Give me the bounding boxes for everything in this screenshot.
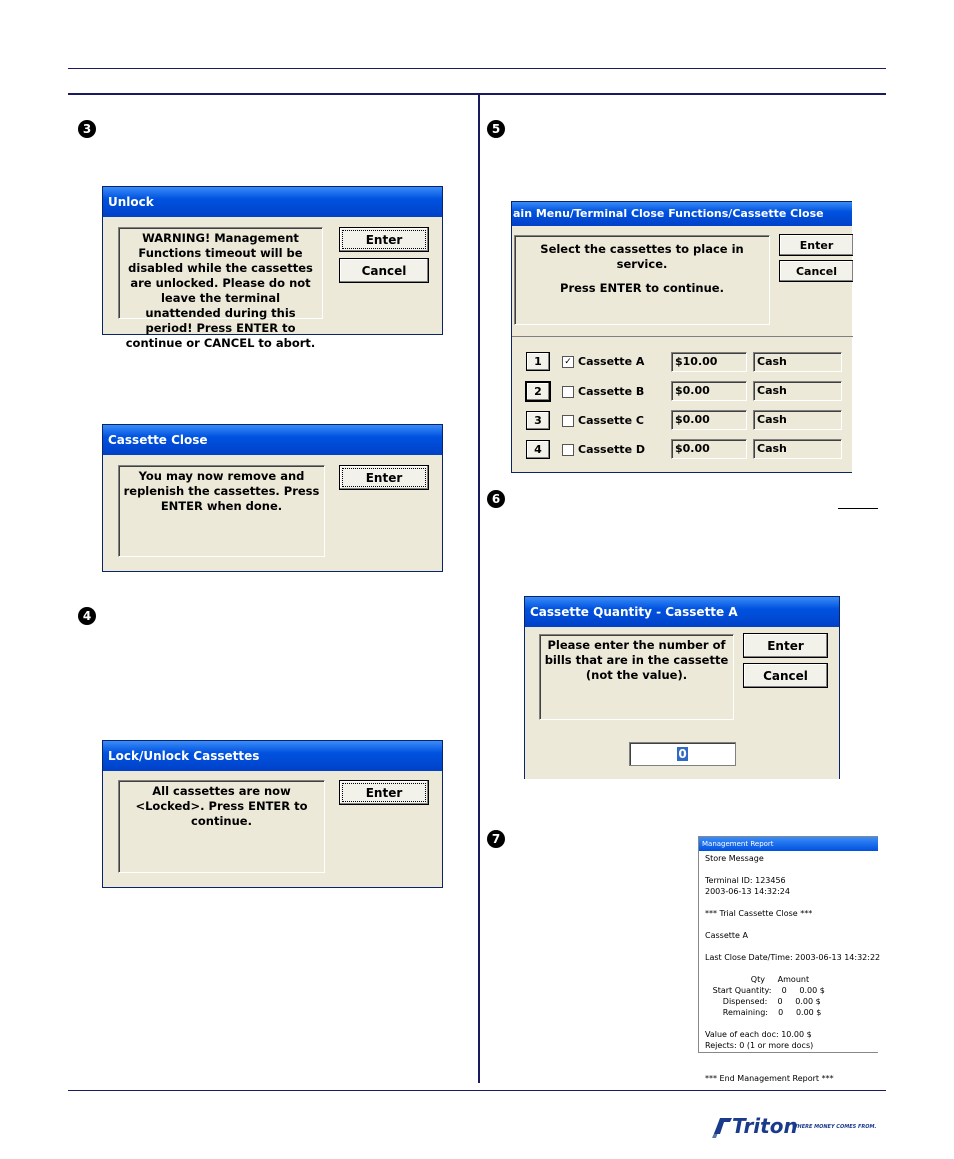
triton-logo-brand: Triton xyxy=(732,1114,798,1138)
report-line xyxy=(705,1062,872,1073)
cassette-c-amount: $0.00 xyxy=(671,410,747,430)
management-report-window xyxy=(698,836,881,1083)
report-line: *** Trial Cassette Close *** xyxy=(705,909,813,918)
report-line: 2003-06-13 14:32:24 xyxy=(705,887,790,896)
cassette-a-amount: $10.00 xyxy=(671,352,747,372)
report-line: *** End Management Report *** xyxy=(705,1074,834,1083)
cassette-quantity-title: Cassette Quantity - Cassette A xyxy=(525,597,839,627)
cassette-select-message xyxy=(514,235,770,325)
report-line: Rejects: 0 (1 or more docs) xyxy=(705,1041,814,1050)
lock-unlock-enter-button[interactable]: Enter xyxy=(339,780,429,805)
cassette-b-label: Cassette B xyxy=(578,385,645,398)
triton-logo xyxy=(710,1112,877,1142)
lock-unlock-dialog xyxy=(102,740,443,888)
triton-logo-tagline: WHERE MONEY COMES FROM. xyxy=(792,1124,877,1130)
cassette-1-button[interactable]: 1 xyxy=(526,352,550,371)
cassette-c-type: Cash xyxy=(753,410,842,430)
cassette-quantity-enter-button[interactable]: Enter xyxy=(743,633,828,658)
top-rule xyxy=(68,68,886,69)
cassette-close-enter-button[interactable]: Enter xyxy=(339,465,429,490)
cassette-d-checkbox[interactable] xyxy=(562,444,574,456)
lock-unlock-message: All cassettes are now <Locked>. Press ENTER to continue. xyxy=(118,780,325,873)
cassette-select-line2: Press ENTER to continue. xyxy=(560,281,724,295)
cassette-c-checkbox[interactable] xyxy=(562,415,574,427)
cassette-a-type: Cash xyxy=(753,352,842,372)
step-7-marker: 7 xyxy=(487,830,505,848)
cassette-a-label: Cassette A xyxy=(578,355,645,368)
cassette-b-checkbox[interactable] xyxy=(562,386,574,398)
cassette-select-dialog xyxy=(511,201,852,473)
cassette-a-checkbox[interactable]: ✓ xyxy=(562,356,574,368)
step-4-marker: 4 xyxy=(78,607,96,625)
management-report-title: Management Report xyxy=(699,837,878,851)
report-line: Terminal ID: 123456 xyxy=(705,876,786,885)
cassette-c-label: Cassette C xyxy=(578,414,644,427)
cassette-close-message: You may now remove and replenish the cassettes. Press ENTER when done. xyxy=(118,465,325,557)
cassette-close-dialog xyxy=(102,424,443,572)
cassette-2-button[interactable]: 2 xyxy=(526,382,550,401)
cassette-quantity-input[interactable] xyxy=(629,742,736,766)
report-line: Store Message xyxy=(705,854,764,863)
unlock-dialog-title: Unlock xyxy=(103,187,442,217)
step-3-marker: 3 xyxy=(78,120,96,138)
report-line xyxy=(705,864,872,875)
unlock-message: WARNING! Management Functions timeout will be disabled while the cassettes are unlocked. Please do not leave the terminal unattended during this period! Press ENTER to continue or CANCEL to abort. xyxy=(118,227,323,319)
cassette-select-separator xyxy=(512,336,853,337)
unlock-cancel-button[interactable]: Cancel xyxy=(339,258,429,283)
cassette-4-button[interactable]: 4 xyxy=(526,440,550,459)
report-line: Qty Amount xyxy=(705,975,810,984)
cassette-d-type: Cash xyxy=(753,439,842,459)
unlock-enter-button[interactable]: Enter xyxy=(339,227,429,252)
cassette-3-button[interactable]: 3 xyxy=(526,411,550,430)
report-line: Start Quantity: 0 0.00 $ xyxy=(705,986,825,995)
report-line xyxy=(705,897,872,908)
report-line xyxy=(705,1051,872,1062)
report-line: Dispensed: 0 0.00 $ xyxy=(705,997,821,1006)
column-divider xyxy=(478,95,480,1083)
cassette-select-line1: Select the cassettes to place in service. xyxy=(540,242,744,271)
cassette-quantity-value: 0 xyxy=(678,747,687,761)
cassette-select-title: ain Menu/Terminal Close Functions/Cassette Close xyxy=(512,202,852,226)
cassette-b-amount: $0.00 xyxy=(671,381,747,401)
underline-mark xyxy=(838,508,878,509)
cassette-close-title: Cassette Close xyxy=(103,425,442,455)
step-5-marker: 5 xyxy=(487,120,505,138)
cassette-select-cancel-button[interactable]: Cancel xyxy=(779,260,853,282)
report-line xyxy=(705,1018,872,1029)
lock-unlock-title: Lock/Unlock Cassettes xyxy=(103,741,442,771)
header-rule xyxy=(68,93,886,95)
cassette-select-enter-button[interactable]: Enter xyxy=(779,234,853,256)
report-line: Last Close Date/Time: 2003-06-13 14:32:22 xyxy=(705,953,881,962)
report-line: Cassette A xyxy=(705,931,748,940)
cassette-d-amount: $0.00 xyxy=(671,439,747,459)
cassette-d-label: Cassette D xyxy=(578,443,645,456)
report-line xyxy=(705,919,872,930)
cassette-quantity-dialog xyxy=(524,596,840,779)
report-line xyxy=(705,963,872,974)
cassette-quantity-cancel-button[interactable]: Cancel xyxy=(743,663,828,688)
cassette-b-type: Cash xyxy=(753,381,842,401)
unlock-dialog xyxy=(102,186,443,350)
report-line xyxy=(705,941,872,952)
step-6-marker: 6 xyxy=(487,490,505,508)
cassette-quantity-message: Please enter the number of bills that are in the cassette (not the value). xyxy=(539,634,734,720)
report-line: Remaining: 0 0.00 $ xyxy=(705,1008,822,1017)
footer-rule xyxy=(68,1090,886,1091)
report-line: Value of each doc: 10.00 $ xyxy=(705,1030,812,1039)
management-report-body xyxy=(699,851,881,1086)
